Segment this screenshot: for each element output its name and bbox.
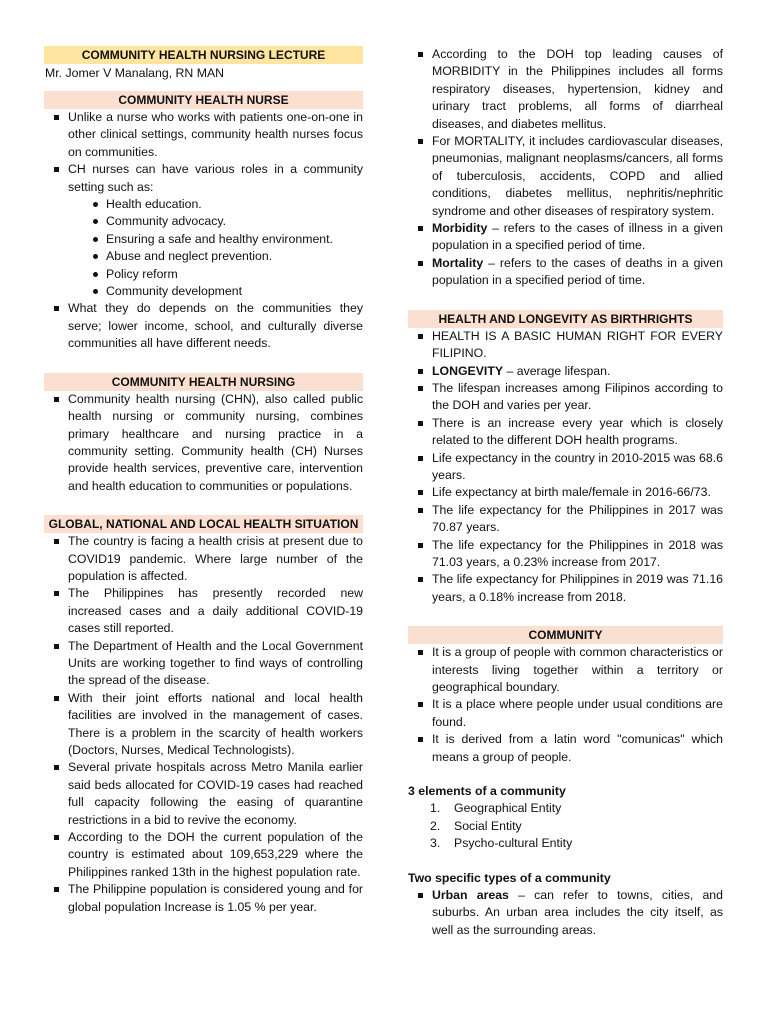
list-item: With their joint efforts national and local health facilities are involved in the management of cases. There is a problem in the scarcity of health workers (Doctors, Nurses, Medical Technologists). xyxy=(44,690,363,760)
left-column xyxy=(44,46,363,916)
term-longevity: LONGEVITY xyxy=(432,363,504,378)
role-item: Community advocacy. xyxy=(90,213,363,230)
element-text: Geographical Entity xyxy=(454,801,562,816)
list-item: According to the DOH top leading causes of MORBIDITY in the Philippines includes all forms respiratory diseases, hypertension, kidney and urinary tract problems, all forms of diarrheal diseases, and diabetes mellitus. xyxy=(408,46,723,133)
list-item xyxy=(408,887,723,939)
elements-heading: 3 elements of a community xyxy=(408,784,566,799)
author-line: Mr. Jomer V Manalang, RN MAN xyxy=(45,66,225,80)
list-item: What they do depends on the communities they serve; lower income, school, and culturally diverse communities all have different needs. xyxy=(44,300,363,352)
list-item: The life expectancy for Philippines in 2019 was 71.16 years, a 0.18% increase from 2018. xyxy=(408,571,723,606)
definition-mortality: – refers to the cases of deaths in a given population in a specified period of time. xyxy=(432,255,723,288)
element-text: Psycho-cultural Entity xyxy=(454,836,573,851)
role-item: Community development xyxy=(90,283,363,300)
element-number: 1. xyxy=(430,801,441,816)
list-item: For MORTALITY, it includes cardiovascular diseases, pneumonias, malignant neoplasms/cancers, all forms of tuberculosis, accidents, COPD and allied conditions, diabetes mellitus, nephritis/nephritic syndrome and other diseases of respiratory system. xyxy=(408,133,723,220)
role-item: Abuse and neglect prevention. xyxy=(90,248,363,265)
list-item: The Philippines has presently recorded new increased cases and a daily additional COVID-19 cases still reported. xyxy=(44,585,363,637)
element-item xyxy=(430,800,723,817)
community-bullet-list xyxy=(408,644,723,766)
list-item: Several private hospitals across Metro Manila earlier said beds allocated for COVID-19 cases had reached full capacity following the easing of quarantine restrictions in a bid to revive the economy. xyxy=(44,759,363,829)
role-item: Ensuring a safe and healthy environment. xyxy=(90,231,363,248)
list-item-text: CH nurses can have various roles in a community setting such as: xyxy=(68,162,363,194)
section-header-health-situation: GLOBAL, NATIONAL AND LOCAL HEALTH SITUATION xyxy=(44,515,363,533)
list-item: The Philippine population is considered young and for global population Increase is 1.05 % per year. xyxy=(44,881,363,916)
definition-morbidity: – refers to the cases of illness in a given population in a specified period of time. xyxy=(432,221,723,253)
element-item xyxy=(430,818,723,835)
definition-longevity: – average lifespan. xyxy=(503,363,611,378)
section-header-health-longevity: HEALTH AND LONGEVITY AS BIRTHRIGHTS xyxy=(408,310,723,328)
list-item: HEALTH IS A BASIC HUMAN RIGHT FOR EVERY FILIPINO. xyxy=(408,328,723,363)
nursing-bullet-list xyxy=(44,391,363,495)
section-header-community-health-nursing: COMMUNITY HEALTH NURSING xyxy=(44,373,363,391)
element-text: Social Entity xyxy=(454,818,522,833)
types-list xyxy=(408,887,723,939)
list-item: Life expectancy at birth male/female in 2016-66/73. xyxy=(408,484,723,501)
role-item: Policy reform xyxy=(90,266,363,283)
roles-list xyxy=(68,196,363,300)
list-item xyxy=(408,255,723,290)
document-title: COMMUNITY HEALTH NURSING LECTURE xyxy=(44,46,363,64)
term-mortality: Mortality xyxy=(432,255,484,270)
list-item xyxy=(408,363,723,380)
list-item: The lifespan increases among Filipinos according to the DOH and varies per year. xyxy=(408,380,723,415)
list-item: There is an increase every year which is closely related to the different DOH health programs. xyxy=(408,415,723,450)
list-item: The country is facing a health crisis at present due to COVID19 pandemic. Where large number of the population is affected. xyxy=(44,533,363,585)
list-item: It is a place where people under usual conditions are found. xyxy=(408,696,723,731)
right-column xyxy=(408,46,723,939)
list-item: Unlike a nurse who works with patients one-on-one in other clinical settings, community health nurses focus on communities. xyxy=(44,109,363,161)
section-header-community-health-nurse: COMMUNITY HEALTH NURSE xyxy=(44,91,363,109)
list-item: It is derived from a latin word "comunicas" which means a group of people. xyxy=(408,731,723,766)
list-item: The Department of Health and the Local Government Units are working together to find ways of controlling the spread of the disease. xyxy=(44,638,363,690)
element-number: 3. xyxy=(430,836,441,851)
element-number: 2. xyxy=(430,818,441,833)
situation-bullet-list xyxy=(44,533,363,916)
list-item: The life expectancy for the Philippines in 2017 was 70.87 years. xyxy=(408,502,723,537)
types-heading: Two specific types of a community xyxy=(408,870,611,885)
term-urban-areas: Urban areas xyxy=(432,888,509,903)
list-item xyxy=(408,220,723,255)
morbidity-bullet-list xyxy=(408,46,723,290)
elements-list xyxy=(408,800,723,852)
element-item xyxy=(430,835,723,852)
nurse-bullet-list xyxy=(44,109,363,353)
definition-urban-areas: – can refer to towns, cities, and suburbs. An urban area includes the city itself, as well as the surrounding areas. xyxy=(432,888,723,937)
list-item: According to the DOH the current population of the country is estimated about 109,653,229 where the Philippines ranked 13th in the highest population rate. xyxy=(44,829,363,881)
role-item: Health education. xyxy=(90,196,363,213)
section-header-community: COMMUNITY xyxy=(408,626,723,644)
list-item: It is a group of people with common characteristics or interests living together within a territory or geographical boundary. xyxy=(408,644,723,696)
list-item: Community health nursing (CHN), also called public health nursing or community nursing, combines primary healthcare and nursing practice in a community setting. Community health (CH) Nurses provide health services, preventive care, intervention and health education to communities or populations. xyxy=(44,391,363,495)
list-item xyxy=(44,161,363,300)
term-morbidity: Morbidity xyxy=(432,221,488,236)
longevity-bullet-list xyxy=(408,328,723,607)
list-item: The life expectancy for the Philippines in 2018 was 71.03 years, a 0.23% increase from 2017. xyxy=(408,537,723,572)
list-item: Life expectancy in the country in 2010-2015 was 68.6 years. xyxy=(408,450,723,485)
